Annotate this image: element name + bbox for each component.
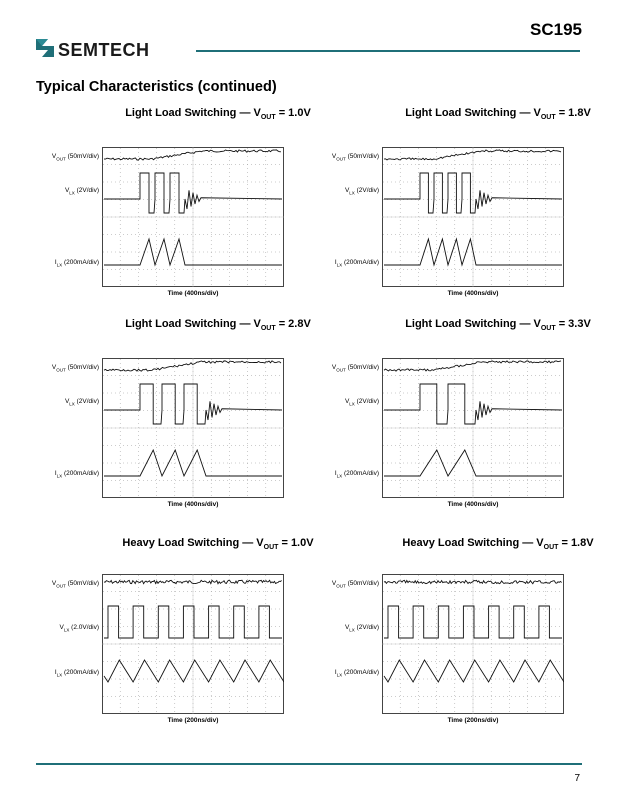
plot-title-prefix: Light Load Switching — V bbox=[405, 107, 541, 119]
channel-label bbox=[345, 624, 379, 632]
plot-title-suffix: = 3.3V bbox=[555, 318, 591, 330]
channel-subscript: LX bbox=[349, 190, 355, 196]
channel-label bbox=[52, 580, 99, 588]
channel-scale: (2.0V/div) bbox=[69, 624, 99, 631]
channel-subscript: LX bbox=[349, 627, 355, 633]
channel-subscript: LX bbox=[336, 672, 343, 678]
channel-subscript: LX bbox=[69, 190, 75, 196]
plot-title bbox=[98, 318, 338, 332]
channel-symbol: V bbox=[344, 398, 350, 405]
plot-title-subscript: OUT bbox=[543, 544, 559, 552]
channel-label bbox=[335, 259, 379, 267]
channel-label bbox=[55, 259, 99, 267]
oscilloscope-capture bbox=[102, 147, 284, 287]
plot-title-subscript: OUT bbox=[263, 544, 279, 552]
footer-rule bbox=[36, 763, 582, 765]
channel-subscript: OUT bbox=[56, 583, 66, 589]
channel-subscript: OUT bbox=[336, 583, 346, 589]
plot-title-prefix: Light Load Switching — V bbox=[125, 107, 261, 119]
channel-subscript: LX bbox=[349, 401, 355, 407]
plot-title-subscript: OUT bbox=[540, 325, 556, 333]
channel-subscript: OUT bbox=[336, 156, 346, 162]
section-title: Typical Characteristics (continued) bbox=[36, 79, 277, 95]
channel-subscript: OUT bbox=[336, 367, 346, 373]
channel-scale: (200mA/div) bbox=[342, 470, 379, 477]
plot-title-subscript: OUT bbox=[260, 114, 276, 122]
x-axis-label: Time (400ns/div) bbox=[447, 501, 499, 508]
channel-symbol: V bbox=[344, 187, 350, 194]
channel-scale: (200mA/div) bbox=[62, 669, 99, 676]
channel-symbol: V bbox=[51, 153, 57, 160]
x-axis-label: Time (400ns/div) bbox=[447, 290, 499, 297]
page-number: 7 bbox=[574, 773, 580, 784]
plot-title-suffix: = 1.8V bbox=[555, 107, 591, 119]
plot-title-suffix: = 1.0V bbox=[275, 107, 311, 119]
channel-symbol: I bbox=[334, 470, 337, 477]
channel-scale: (200mA/div) bbox=[342, 259, 379, 266]
channel-subscript: OUT bbox=[56, 156, 66, 162]
channel-label bbox=[65, 187, 99, 195]
channel-scale: (50mV/div) bbox=[65, 153, 99, 160]
plot-title-subscript: OUT bbox=[260, 325, 276, 333]
oscilloscope-capture bbox=[382, 358, 564, 498]
channel-label bbox=[332, 364, 379, 372]
channel-scale: (50mV/div) bbox=[345, 364, 379, 371]
plot-title-prefix: Light Load Switching — V bbox=[405, 318, 541, 330]
channel-subscript: LX bbox=[56, 672, 63, 678]
x-axis-label: Time (400ns/div) bbox=[167, 290, 219, 297]
plot-title-suffix: = 1.0V bbox=[278, 537, 314, 549]
oscilloscope-capture bbox=[102, 358, 284, 498]
channel-scale: (50mV/div) bbox=[65, 580, 99, 587]
channel-symbol: I bbox=[334, 259, 337, 266]
oscilloscope-capture bbox=[102, 574, 284, 714]
channel-label bbox=[345, 398, 379, 406]
channel-label bbox=[335, 669, 379, 677]
channel-scale: (200mA/div) bbox=[62, 470, 99, 477]
channel-subscript: LX bbox=[63, 627, 70, 633]
plot-title-prefix: Heavy Load Switching — V bbox=[122, 537, 264, 549]
channel-scale: (2V/div) bbox=[354, 187, 379, 194]
channel-scale: (2V/div) bbox=[354, 398, 379, 405]
channel-subscript: LX bbox=[56, 473, 63, 479]
plot-title bbox=[378, 318, 618, 332]
channel-scale: (50mV/div) bbox=[345, 580, 379, 587]
channel-symbol: V bbox=[59, 624, 64, 631]
plot-title-suffix: = 2.8V bbox=[275, 318, 311, 330]
channel-label bbox=[335, 470, 379, 478]
channel-scale: (2V/div) bbox=[354, 624, 379, 631]
channel-label bbox=[65, 398, 99, 406]
channel-symbol: I bbox=[334, 669, 337, 676]
x-axis-label: Time (200ns/div) bbox=[167, 717, 219, 724]
channel-scale: (200mA/div) bbox=[342, 669, 379, 676]
channel-symbol: V bbox=[51, 580, 57, 587]
plot-title bbox=[98, 537, 338, 551]
plot-title bbox=[378, 107, 618, 121]
header-rule bbox=[196, 50, 580, 52]
channel-subscript: LX bbox=[56, 262, 63, 268]
channel-label bbox=[332, 580, 379, 588]
channel-label bbox=[55, 669, 99, 677]
channel-symbol: I bbox=[54, 259, 57, 266]
channel-label bbox=[52, 153, 99, 161]
channel-label bbox=[345, 187, 379, 195]
x-axis-label: Time (400ns/div) bbox=[167, 501, 219, 508]
channel-symbol: V bbox=[331, 580, 337, 587]
channel-symbol: V bbox=[51, 364, 57, 371]
channel-scale: (50mV/div) bbox=[345, 153, 379, 160]
part-number: SC195 bbox=[530, 20, 582, 39]
plot-title-prefix: Light Load Switching — V bbox=[125, 318, 261, 330]
plot-title-subscript: OUT bbox=[540, 114, 556, 122]
oscilloscope-capture bbox=[382, 147, 564, 287]
plot-title-suffix: = 1.8V bbox=[558, 537, 594, 549]
semtech-logo-icon bbox=[34, 37, 56, 59]
channel-scale: (200mA/div) bbox=[62, 259, 99, 266]
channel-symbol: V bbox=[331, 364, 337, 371]
brand-name: SEMTECH bbox=[58, 40, 150, 60]
channel-symbol: V bbox=[344, 624, 350, 631]
channel-symbol: V bbox=[64, 187, 70, 194]
plot-title bbox=[378, 537, 618, 551]
plot-title-prefix: Heavy Load Switching — V bbox=[402, 537, 544, 549]
x-axis-label: Time (200ns/div) bbox=[447, 717, 499, 724]
channel-symbol: V bbox=[64, 398, 70, 405]
channel-scale: (50mV/div) bbox=[65, 364, 99, 371]
channel-subscript: LX bbox=[336, 262, 343, 268]
channel-subscript: LX bbox=[336, 473, 343, 479]
channel-symbol: I bbox=[54, 470, 57, 477]
channel-symbol: I bbox=[54, 669, 57, 676]
channel-symbol: V bbox=[331, 153, 337, 160]
channel-label bbox=[52, 364, 99, 372]
channel-scale: (2V/div) bbox=[74, 398, 99, 405]
channel-label bbox=[332, 153, 379, 161]
channel-scale: (2V/div) bbox=[74, 187, 99, 194]
oscilloscope-capture bbox=[382, 574, 564, 714]
channel-subscript: LX bbox=[69, 401, 75, 407]
plot-title bbox=[98, 107, 338, 121]
channel-label bbox=[60, 624, 99, 632]
channel-label bbox=[55, 470, 99, 478]
channel-subscript: OUT bbox=[56, 367, 66, 373]
